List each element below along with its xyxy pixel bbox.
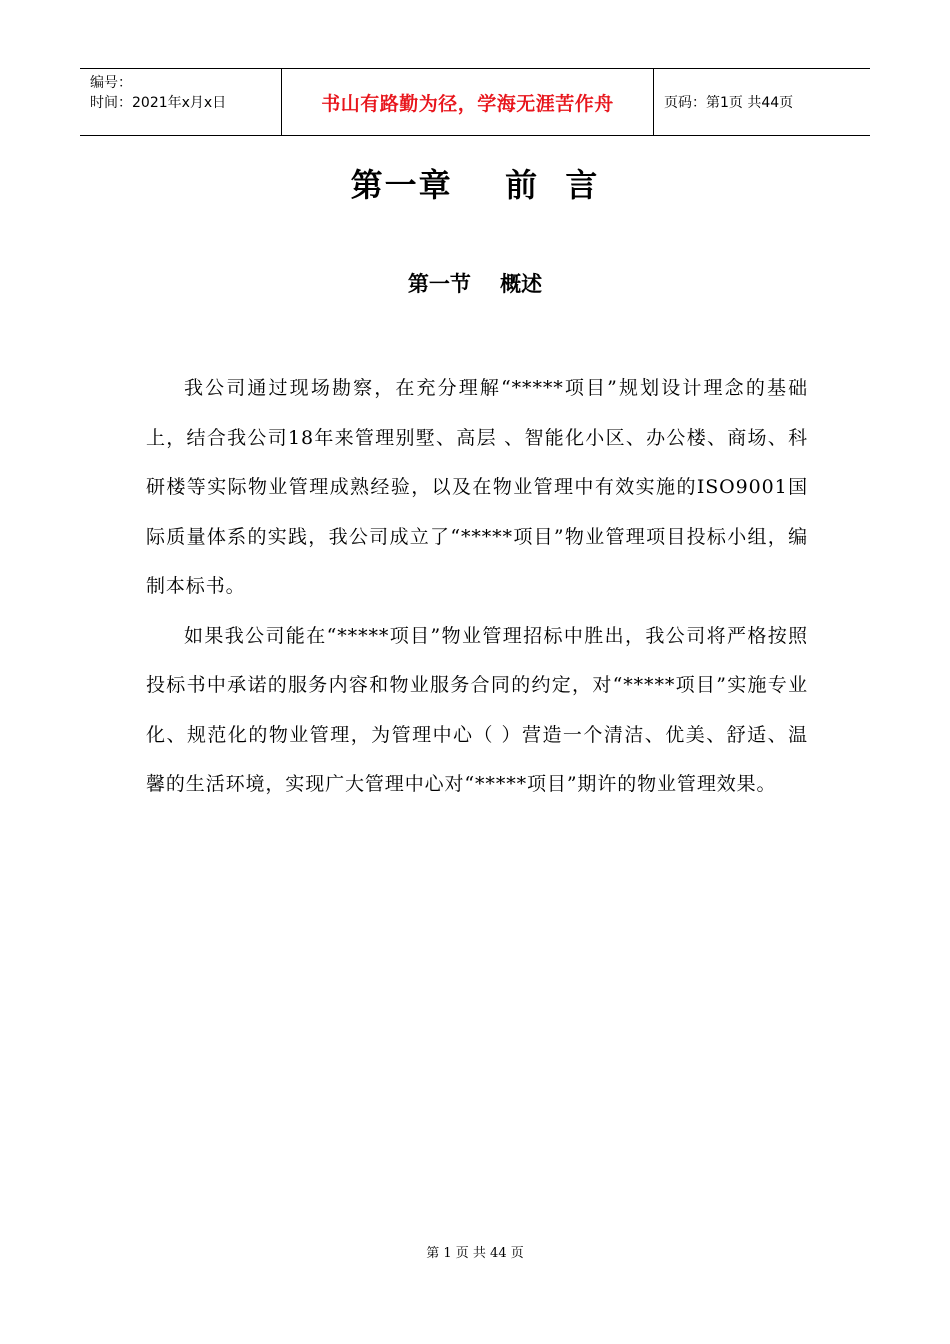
document-time-label: 时间：2021年x月x日 xyxy=(90,95,227,111)
paragraph: 如果我公司能在“*****项目”物业管理招标中胜出，我公司将严格按照投标书中承诺的服务内容和物业服务合同的约定，对“*****项目”实施专业化、规范化的物业管理，为管理中心（ ）营造一个清洁、优美、舒适、温馨的生活环境，实现广大管理中心对“*****项目”期许的物业管理效果。 xyxy=(146,624,808,795)
header-page-info: 页码：第1页 共44页 xyxy=(664,95,794,111)
paragraph: 我公司通过现场勘察，在充分理解“*****项目”规划设计理念的基础上，结合我公司18年来管理别墅、高层 、智能化小区、办公楼、商场、科研楼等实际物业管理成熟经验，以及在物业管理中有效实施的ISO9001国际质量体系的实践，我公司成立了“*****项目”物业管理项目投标小组，编制本标书。 xyxy=(146,377,809,597)
page-footer: 第 1 页 共 44 页 xyxy=(426,1246,524,1261)
section-title: 第一节 概述 xyxy=(407,272,543,296)
document-number-label: 编号： xyxy=(90,75,132,91)
header-meta xyxy=(80,69,282,135)
chapter-title: 第一章 前 言 xyxy=(350,166,600,204)
page-header xyxy=(80,68,870,136)
document-body xyxy=(146,364,808,810)
header-motto: 书山有路勤为径，学海无涯苦作舟 xyxy=(282,69,654,135)
